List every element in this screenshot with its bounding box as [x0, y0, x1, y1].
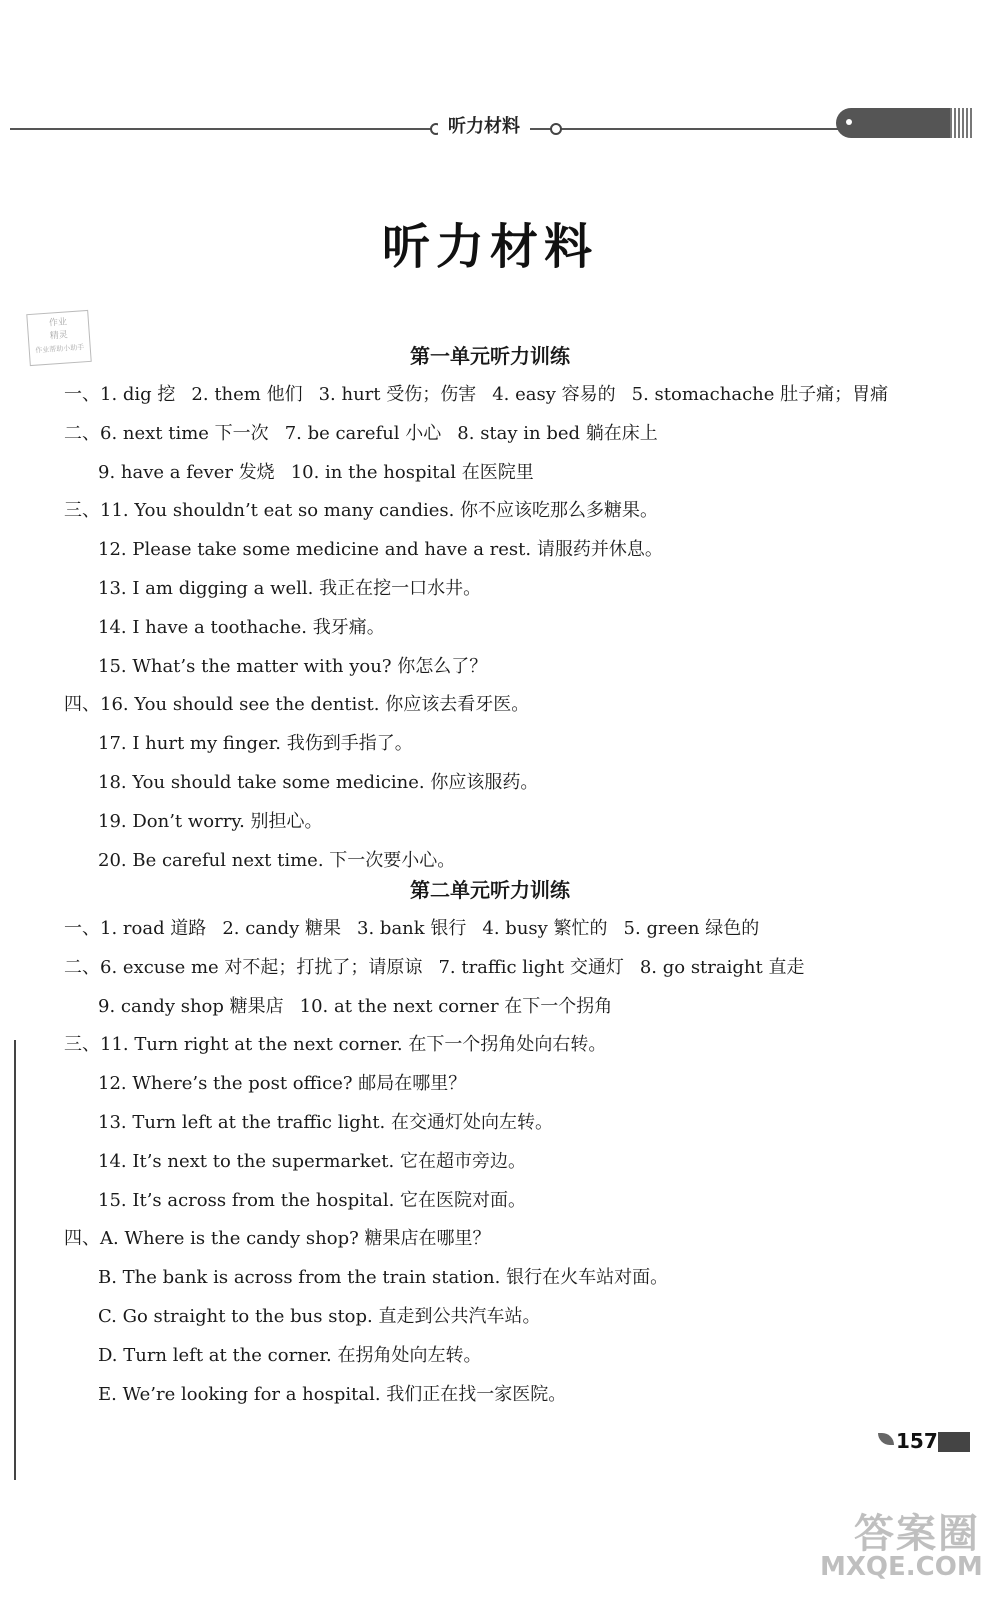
answer-item: 14. I have a toothache. 我牙痛。 [98, 616, 385, 638]
answer-item: 8. stay in bed 躺在床上 [457, 422, 658, 444]
list-item [98, 458, 550, 484]
answer-item: 3. bank 银行 [357, 918, 467, 939]
leaf-icon [878, 1433, 894, 1445]
page-title: 听力材料 [381, 219, 598, 275]
page-number-bar [938, 1432, 970, 1452]
binding-edge [14, 1040, 16, 1480]
watermark-small: MXQE.COM [820, 1552, 983, 1582]
header-stripes-decoration [950, 108, 972, 138]
answer-item: 8. go straight 直走 [639, 956, 805, 978]
header-rule-dot-right [550, 123, 562, 135]
answer-item: 三、11. You shouldn’t eat so many candies. 你不应该吃那么多糖果。 [64, 500, 659, 522]
answer-item: E. We’re looking for a hospital. 我们正在找一家医院。 [98, 1383, 567, 1405]
stamp-line-1: 作业 [48, 317, 68, 329]
answer-item: 15. It’s across from the hospital. 它在医院对面。 [98, 1189, 527, 1211]
answer-item: 20. Be careful next time. 下一次要小心。 [98, 849, 456, 871]
answer-item: 四、A. Where is the candy shop? 糖果店在哪里？ [64, 1228, 491, 1250]
section-title: 第一单元听力训练 [410, 344, 570, 368]
list-item [98, 652, 503, 678]
list-item [98, 1147, 542, 1173]
header-title: 听力材料 [438, 112, 530, 138]
list-item [64, 914, 775, 940]
answer-item: 19. Don’t worry. 别担心。 [98, 810, 323, 832]
list-item [98, 768, 554, 794]
answer-item: 9. have a fever 发烧 [98, 461, 275, 483]
answer-item: 一、1. road 道路 [64, 918, 207, 939]
stamp-line-3: 作业帮助小助手 [35, 343, 85, 355]
list-item [98, 992, 628, 1018]
list-item [98, 846, 471, 872]
answer-item: 12. Please take some medicine and have a rest. 请服药并休息。 [98, 539, 663, 561]
answer-item: 10. at the next corner 在下一个拐角 [299, 995, 613, 1017]
list-item [64, 1030, 622, 1056]
watermark [820, 1511, 983, 1582]
list-item [98, 1302, 556, 1328]
answer-item: 二、6. next time 下一次 [64, 422, 269, 444]
list-item [98, 1069, 482, 1095]
answer-item: 三、11. Turn right at the next corner. 在下一个拐角处向右转。 [64, 1034, 607, 1056]
answer-item: 四、16. You should see the dentist. 你应该去看牙医。 [64, 694, 530, 716]
answer-item: C. Go straight to the bus stop. 直走到公共汽车站。 [98, 1306, 541, 1327]
answer-item: 14. It’s next to the supermarket. 它在超市旁边。 [98, 1150, 526, 1172]
answer-item: 5. stomachache 肚子痛；胃痛 [631, 384, 889, 405]
answer-item: 10. in the hospital 在医院里 [290, 461, 534, 483]
list-item [64, 953, 820, 979]
header-tab-decoration [836, 108, 950, 138]
answer-item: B. The bank is across from the train station. 银行在火车站对面。 [98, 1267, 669, 1289]
list-item [64, 1224, 506, 1250]
list-item [98, 613, 401, 639]
list-item [64, 419, 674, 445]
answer-item: 二、6. excuse me 对不起；打扰了；请原谅 [64, 956, 423, 978]
section-title: 第二单元听力训练 [410, 878, 570, 902]
answer-item: 9. candy shop 糖果店 [98, 995, 284, 1017]
answer-item: 3. hurt 受伤；伤害 [318, 384, 477, 405]
list-item [98, 1186, 542, 1212]
answer-item: 18. You should take some medicine. 你应该服药。 [98, 772, 539, 793]
list-item [98, 535, 679, 561]
list-item [64, 690, 545, 716]
list-item [98, 807, 339, 833]
page-number-badge [878, 1429, 970, 1455]
answer-item: D. Turn left at the corner. 在拐角处向左转。 [98, 1344, 482, 1366]
answer-item: 4. easy 容易的 [492, 384, 616, 405]
watermark-big: 答案圈 [854, 1511, 980, 1557]
list-item [98, 1108, 569, 1134]
answer-item: 13. I am digging a well. 我正在挖一口水井。 [98, 578, 482, 599]
list-item [64, 496, 674, 522]
list-item [98, 1263, 684, 1289]
answer-item: 一、1. dig 挖 [64, 384, 176, 405]
list-item [98, 1341, 498, 1367]
list-item [64, 380, 904, 406]
answer-item: 12. Where’s the post office? 邮局在哪里？ [98, 1073, 467, 1095]
answer-item: 4. busy 繁忙的 [482, 918, 608, 939]
answer-item: 7. traffic light 交通灯 [438, 956, 624, 978]
list-item [98, 729, 429, 755]
answer-item: 7. be careful 小心 [284, 422, 442, 444]
list-item [98, 574, 497, 600]
answer-item: 17. I hurt my finger. 我伤到手指了。 [98, 733, 413, 755]
answer-item: 2. them 他们 [191, 384, 303, 405]
answer-item: 13. Turn left at the traffic light. 在交通灯处向左转。 [98, 1112, 553, 1133]
answer-item: 5. green 绿色的 [623, 918, 760, 939]
answer-item: 15. What’s the matter with you? 你怎么了？ [98, 655, 488, 677]
list-item [98, 1380, 582, 1406]
page-number: 157 [896, 1429, 938, 1453]
answer-item: 2. candy 糖果 [222, 918, 342, 939]
stamp-line-2: 精灵 [49, 330, 69, 342]
